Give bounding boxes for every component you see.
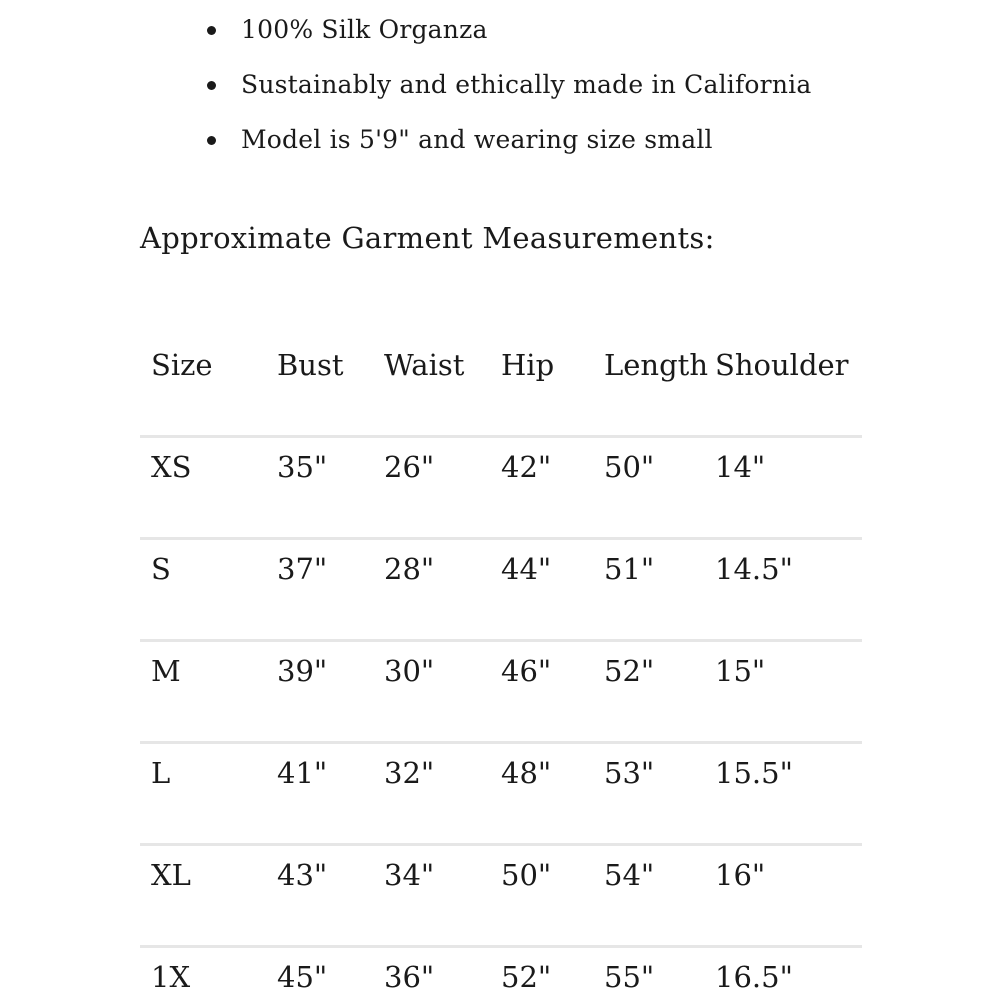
row-divider [140, 843, 862, 846]
row-divider [140, 537, 862, 540]
cell-waist: 30" [384, 654, 435, 688]
column-header-length: Length [604, 348, 708, 382]
cell-waist: 36" [384, 960, 435, 994]
cell-length: 52" [604, 654, 655, 688]
cell-size: M [151, 654, 181, 688]
column-header-bust: Bust [277, 348, 344, 382]
row-divider [140, 435, 862, 438]
table-header-row [140, 333, 862, 435]
cell-length: 55" [604, 960, 655, 994]
cell-shoulder: 15" [715, 654, 766, 688]
bullet-icon [207, 136, 216, 145]
column-header-waist: Waist [384, 348, 465, 382]
list-item [205, 118, 811, 173]
cell-size: L [151, 756, 171, 790]
table-row [140, 843, 862, 945]
bullet-icon [207, 81, 216, 90]
cell-size: 1X [151, 960, 191, 994]
cell-size: XL [151, 858, 191, 892]
measurements-heading: Approximate Garment Measurements: [140, 221, 715, 255]
list-item [205, 63, 811, 118]
detail-text: Sustainably and ethically made in California [241, 70, 812, 99]
cell-bust: 37" [277, 552, 328, 586]
cell-bust: 35" [277, 450, 328, 484]
column-header-shoulder: Shoulder [715, 348, 849, 382]
column-header-size: Size [151, 348, 213, 382]
row-divider [140, 945, 862, 948]
cell-bust: 41" [277, 756, 328, 790]
table-row [140, 435, 862, 537]
cell-waist: 28" [384, 552, 435, 586]
detail-text: Model is 5'9" and wearing size small [241, 125, 713, 154]
table-row [140, 537, 862, 639]
cell-shoulder: 16" [715, 858, 766, 892]
column-header-hip: Hip [501, 348, 555, 382]
table-row [140, 945, 862, 1000]
cell-bust: 39" [277, 654, 328, 688]
size-chart-table [140, 333, 862, 994]
cell-waist: 26" [384, 450, 435, 484]
row-divider [140, 639, 862, 642]
cell-bust: 43" [277, 858, 328, 892]
cell-shoulder: 14.5" [715, 552, 793, 586]
cell-shoulder: 15.5" [715, 756, 793, 790]
cell-hip: 50" [501, 858, 552, 892]
cell-waist: 34" [384, 858, 435, 892]
table-body [140, 435, 862, 1000]
list-item [205, 8, 811, 63]
cell-hip: 48" [501, 756, 552, 790]
cell-shoulder: 16.5" [715, 960, 793, 994]
product-details-list [205, 8, 811, 173]
table-row [140, 639, 862, 741]
bullet-icon [207, 26, 216, 35]
cell-hip: 42" [501, 450, 552, 484]
cell-length: 53" [604, 756, 655, 790]
cell-length: 50" [604, 450, 655, 484]
cell-length: 51" [604, 552, 655, 586]
cell-hip: 44" [501, 552, 552, 586]
cell-shoulder: 14" [715, 450, 766, 484]
cell-bust: 45" [277, 960, 328, 994]
cell-length: 54" [604, 858, 655, 892]
row-divider [140, 741, 862, 744]
cell-waist: 32" [384, 756, 435, 790]
table-row [140, 741, 862, 843]
cell-size: S [151, 552, 171, 586]
cell-size: XS [151, 450, 192, 484]
detail-text: 100% Silk Organza [241, 15, 488, 44]
cell-hip: 46" [501, 654, 552, 688]
cell-hip: 52" [501, 960, 552, 994]
